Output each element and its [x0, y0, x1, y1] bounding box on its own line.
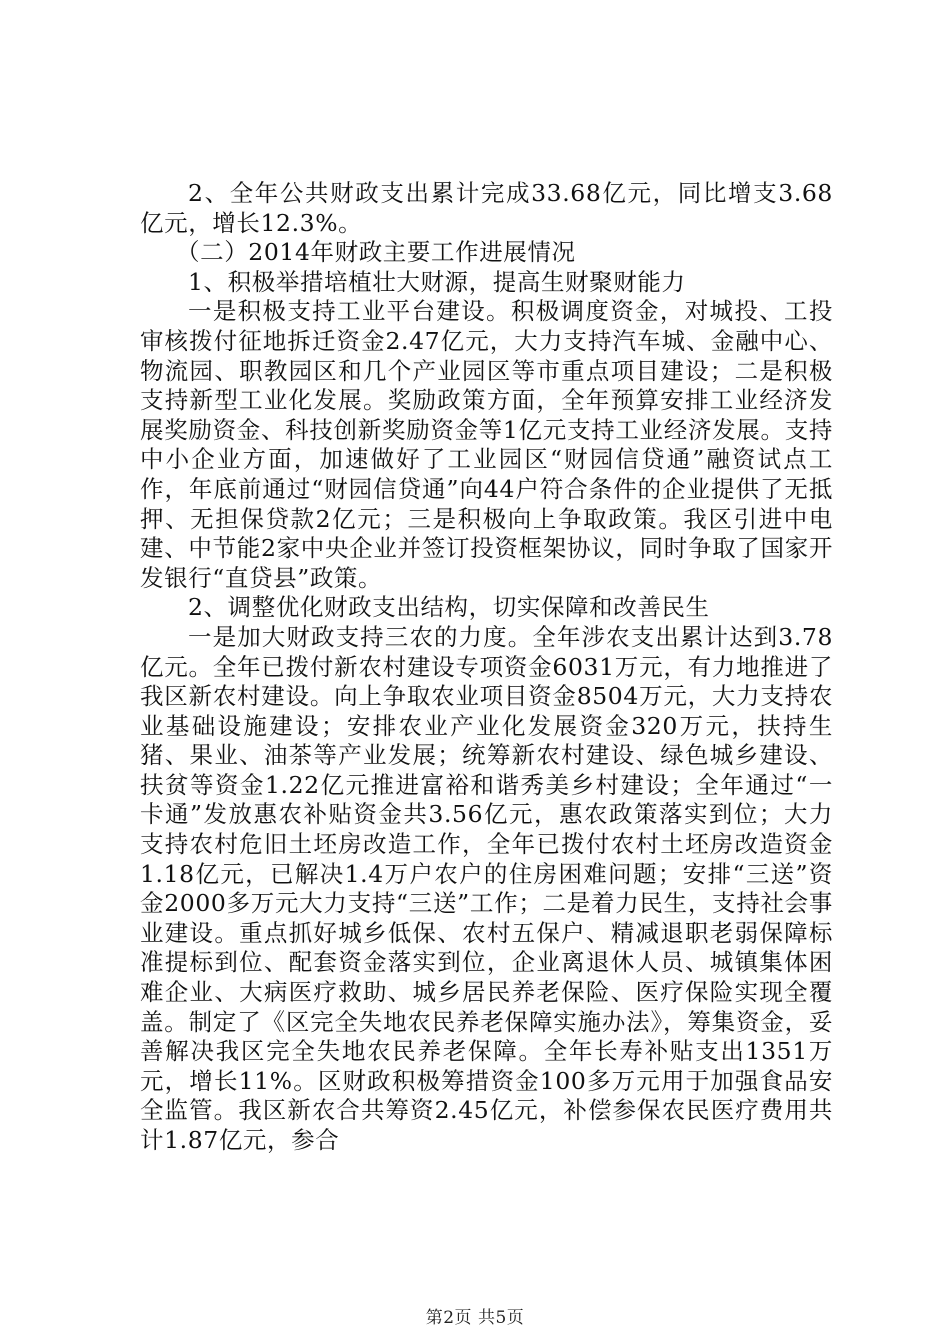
page-number-footer: 第2页 共5页 — [425, 1308, 525, 1328]
paragraph-industrial-support: 一是积极支持工业平台建设。积极调度资金，对城投、工投审核拨付征地拆迁资金2.47亿元，大力支持汽车城、金融中心、物流园、职教园区和几个产业园区等市重点项目建设；二是积极支持新型工业化发展。奖励政策方面，全年预算安排工业经济发展奖励资金、科技创新奖励资金等1亿元支持工业经济发展。支持中小企业方面，加速做好了工业园区“财园信贷通”融资试点工作，年底前通过“财园信贷通”向44户符合条件的企业提供了无抵押、无担保贷款2亿元；三是积极向上争取政策。我区引进中电建、中节能2家中央企业并签订投资框架协议，同时争取了国家开发银行“直贷县”政策。 — [140, 297, 833, 592]
paragraph-expenditure-total: 2、全年公共财政支出累计完成33.68亿元，同比增支3.68亿元，增长12.3%。 — [140, 179, 833, 237]
subheading-revenue-sources: 1、积极举措培植壮大财源，提高生财聚财能力 — [188, 267, 686, 296]
document-body — [140, 179, 833, 1156]
subheading-expenditure-structure: 2、调整优化财政支出结构，切实保障和改善民生 — [188, 593, 710, 622]
paragraph-agriculture-livelihood: 一是加大财政支持三农的力度。全年涉农支出累计达到3.78亿元。全年已拨付新农村建设专项资金6031万元，有力地推进了我区新农村建设。向上争取农业项目资金8504万元，大力支持农业基础设施建设；安排农业产业化发展资金320万元，扶持生猪、果业、油茶等产业发展；统筹新农村建设、绿色城乡建设、扶贫等资金1.22亿元推进富裕和谐秀美乡村建设；全年通过“一卡通”发放惠农补贴资金共3.56亿元，惠农政策落实到位；大力支持农村危旧土坯房改造工作，全年已拨付农村土坯房改造资金1.18亿元，已解决1.4万户农户的住房困难问题；安排“三送”资金2000多万元大力支持“三送”工作；二是着力民生，支持社会事业建设。重点抓好城乡低保、农村五保户、精减退职老弱保障标准提标到位、配套资金落实到位，企业离退休人员、城镇集体困难企业、大病医疗救助、城乡居民养老保险、医疗保险实现全覆盖。制定了《区完全失地农民养老保障实施办法》，筹集资金，妥善解决我区完全失地农民养老保障。全年长寿补贴支出1351万元，增长11%。区财政积极筹措资金100多万元用于加强食品安全监管。我区新农合共筹资2.45亿元，补偿参保农民医疗费用共计1.87亿元，参合 — [140, 622, 833, 1154]
section-heading-2014-progress: （二）2014年财政主要工作进展情况 — [176, 238, 576, 267]
